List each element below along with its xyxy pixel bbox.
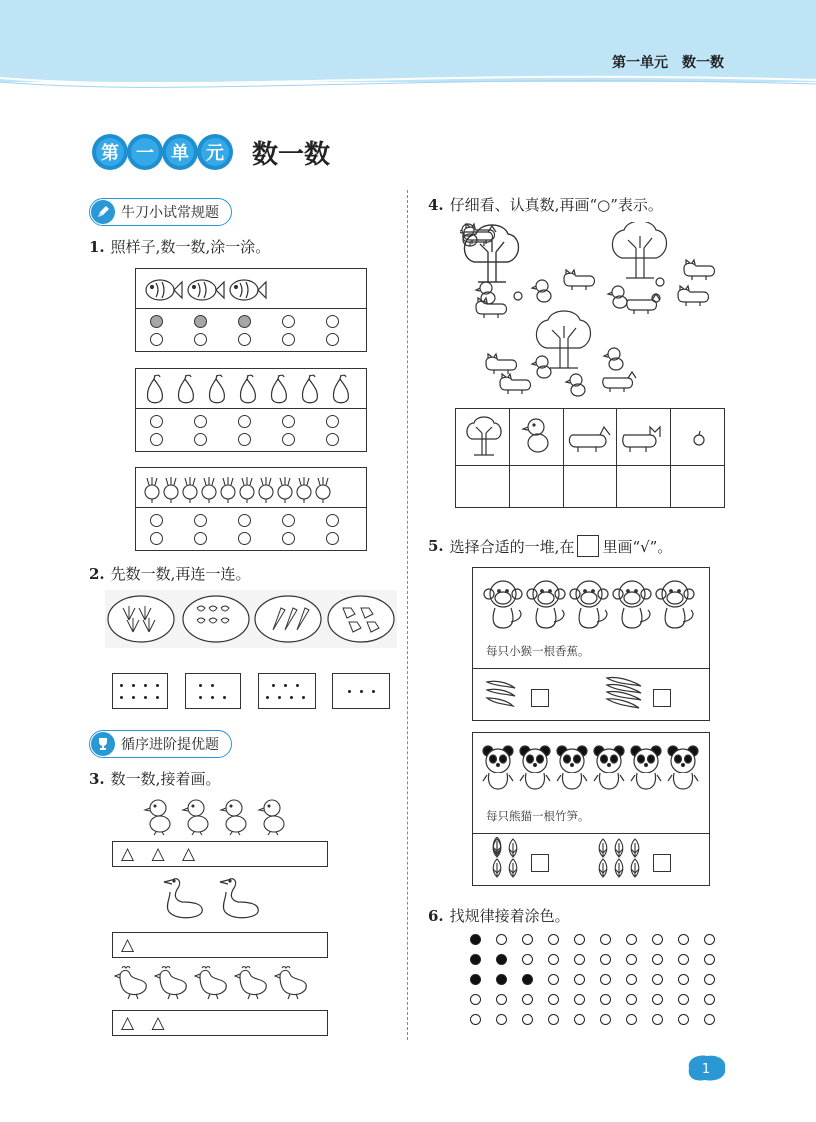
running-title: 第一单元 数一数 xyxy=(612,55,724,71)
circle[interactable] xyxy=(150,415,163,428)
pattern-circle xyxy=(574,934,585,945)
q4-scene xyxy=(460,222,730,404)
unit-badge xyxy=(90,130,240,174)
circle[interactable] xyxy=(150,433,163,446)
circle[interactable] xyxy=(194,514,207,527)
pattern-circle[interactable] xyxy=(704,994,715,1005)
q3-answer-row-1[interactable]: △ △ △ xyxy=(112,841,328,867)
q5-panda-checkbox-2[interactable] xyxy=(653,854,671,872)
dot-card-7[interactable] xyxy=(258,673,316,709)
circle[interactable] xyxy=(282,415,295,428)
q1-number: 1. xyxy=(89,238,105,256)
question-5 xyxy=(428,535,672,557)
circle[interactable] xyxy=(282,333,295,346)
pattern-circle xyxy=(522,954,533,965)
goose-icons xyxy=(160,872,270,924)
q5-number: 5. xyxy=(428,537,444,555)
dog-icon xyxy=(566,421,614,453)
circle[interactable] xyxy=(282,532,295,545)
pattern-circle[interactable] xyxy=(522,1014,533,1025)
pattern-circle xyxy=(652,934,663,945)
pattern-circle-filled xyxy=(470,954,481,965)
pattern-circle xyxy=(652,974,663,985)
q4-answer-table xyxy=(455,408,725,508)
page-number-badge xyxy=(683,1052,729,1084)
pattern-circle xyxy=(574,974,585,985)
pattern-circle xyxy=(548,954,559,965)
circle-filled xyxy=(194,315,207,328)
q2-text: 先数一数,再连一连。 xyxy=(110,565,251,583)
q5-panda-box xyxy=(472,732,710,886)
pattern-circle xyxy=(600,974,611,985)
section-tag-advanced xyxy=(89,730,232,758)
bird-icon xyxy=(520,417,554,457)
pattern-circle-filled xyxy=(496,954,507,965)
q5-panda-checkbox-1[interactable] xyxy=(531,854,549,872)
q1-text: 照样子,数一数,涂一涂。 xyxy=(110,238,271,256)
circle-filled xyxy=(150,315,163,328)
circle[interactable] xyxy=(326,333,339,346)
pattern-circle[interactable] xyxy=(626,994,637,1005)
pattern-circle xyxy=(704,974,715,985)
q2-number: 2. xyxy=(89,565,105,583)
radish-icons xyxy=(142,472,342,506)
dot-card-8[interactable] xyxy=(112,673,168,709)
circle[interactable] xyxy=(238,532,251,545)
section-tag-basic-label: 牛刀小试常规题 xyxy=(121,205,219,221)
q5-panda-hint: 每只熊猫一根竹笋。 xyxy=(486,809,590,823)
pear-icons xyxy=(142,373,362,407)
pattern-circle-filled xyxy=(470,974,481,985)
pattern-circle[interactable] xyxy=(574,994,585,1005)
circle[interactable] xyxy=(282,514,295,527)
pattern-circle[interactable] xyxy=(496,1014,507,1025)
q5-monkey-box xyxy=(472,567,710,721)
q5-monkey-checkbox-1[interactable] xyxy=(531,689,549,707)
q5-monkey-hint: 每只小猴一根香蕉。 xyxy=(486,644,590,658)
pattern-circle xyxy=(652,954,663,965)
pattern-circle xyxy=(626,934,637,945)
page-title: 数一数 xyxy=(252,140,331,170)
q3-answer-row-3[interactable]: △ △ xyxy=(112,1010,328,1036)
question-4 xyxy=(428,194,663,215)
page-number: 1 xyxy=(701,1062,711,1077)
q4-text: 仔细看、认真数,再画“○”表示。 xyxy=(449,196,663,214)
hen-icons xyxy=(112,962,322,1002)
pattern-circle[interactable] xyxy=(548,994,559,1005)
pattern-circle xyxy=(574,954,585,965)
fish-icons xyxy=(142,273,272,307)
bamboo-shoots-6-icon xyxy=(595,837,647,881)
pattern-circle xyxy=(704,934,715,945)
circle[interactable] xyxy=(282,315,295,328)
circle[interactable] xyxy=(238,433,251,446)
pattern-circle[interactable] xyxy=(652,994,663,1005)
circle[interactable] xyxy=(194,333,207,346)
circle[interactable] xyxy=(326,415,339,428)
circle[interactable] xyxy=(326,315,339,328)
circle[interactable] xyxy=(238,514,251,527)
pattern-circle[interactable] xyxy=(678,994,689,1005)
badge-char-4: 元 xyxy=(206,143,224,164)
bamboo-shoots-4-icon xyxy=(489,837,525,881)
pattern-circle xyxy=(548,974,559,985)
pattern-circle[interactable] xyxy=(470,994,481,1005)
question-1 xyxy=(89,236,270,257)
circle[interactable] xyxy=(150,333,163,346)
question-3 xyxy=(89,768,220,789)
dot-card-3[interactable] xyxy=(332,673,390,709)
circle[interactable] xyxy=(326,433,339,446)
pattern-circle[interactable] xyxy=(470,1014,481,1025)
circle-filled xyxy=(238,315,251,328)
circle[interactable] xyxy=(194,532,207,545)
q6-pattern-grid xyxy=(470,934,720,1026)
tree-icon xyxy=(464,415,504,459)
circle[interactable] xyxy=(282,433,295,446)
q5-text-after: 里画“√”。 xyxy=(602,537,673,556)
badge-char-3: 单 xyxy=(171,143,189,164)
q1-radish-box xyxy=(135,467,367,551)
question-2 xyxy=(89,563,250,584)
pen-icon xyxy=(91,200,115,224)
pattern-circle xyxy=(678,974,689,985)
banana-bunch-large-icon xyxy=(603,674,645,712)
circle[interactable] xyxy=(150,514,163,527)
section-tag-basic xyxy=(89,198,232,226)
pattern-circle xyxy=(626,954,637,965)
pattern-circle xyxy=(522,934,533,945)
circle[interactable] xyxy=(326,514,339,527)
pattern-circle[interactable] xyxy=(496,994,507,1005)
pattern-circle[interactable] xyxy=(626,1014,637,1025)
pattern-circle[interactable] xyxy=(600,994,611,1005)
pattern-circle[interactable] xyxy=(522,994,533,1005)
q3-number: 3. xyxy=(89,770,105,788)
pattern-circle[interactable] xyxy=(678,1014,689,1025)
badge-char-2: 一 xyxy=(136,143,154,164)
checkbox-sample xyxy=(577,535,599,557)
pattern-circle xyxy=(678,954,689,965)
panda-icons xyxy=(479,743,703,793)
cat-icon xyxy=(620,421,666,453)
pattern-circle xyxy=(678,934,689,945)
pattern-circle[interactable] xyxy=(548,1014,559,1025)
pattern-circle xyxy=(600,954,611,965)
q6-text: 找规律接着涂色。 xyxy=(449,907,570,925)
column-divider xyxy=(407,190,408,1040)
q4-number: 4. xyxy=(428,196,444,214)
trophy-icon xyxy=(91,732,115,756)
pattern-circle xyxy=(626,974,637,985)
circle[interactable] xyxy=(238,415,251,428)
circle[interactable] xyxy=(238,333,251,346)
circle[interactable] xyxy=(194,415,207,428)
pattern-circle-filled xyxy=(522,974,533,985)
pattern-circle-filled xyxy=(496,974,507,985)
monkey-icons xyxy=(481,578,701,632)
q3-answer-row-2[interactable]: △ xyxy=(112,932,328,958)
pattern-circle[interactable] xyxy=(652,1014,663,1025)
badge-char-1: 第 xyxy=(101,143,119,164)
pattern-circle xyxy=(600,934,611,945)
pattern-circle xyxy=(548,934,559,945)
dot-card-5[interactable] xyxy=(185,673,241,709)
q5-text-before: 选择合适的一堆,在 xyxy=(449,537,575,556)
pattern-circle[interactable] xyxy=(600,1014,611,1025)
q1-pear-box xyxy=(135,368,367,452)
pattern-circle[interactable] xyxy=(574,1014,585,1025)
pattern-circle xyxy=(496,934,507,945)
chick-icons xyxy=(140,796,320,836)
pattern-circle-filled xyxy=(470,934,481,945)
section-tag-advanced-label: 循序进阶提优题 xyxy=(121,737,219,753)
q2-groups xyxy=(105,590,397,648)
question-6 xyxy=(428,905,570,926)
circle[interactable] xyxy=(194,433,207,446)
q5-monkey-checkbox-2[interactable] xyxy=(653,689,671,707)
pattern-circle[interactable] xyxy=(704,1014,715,1025)
circle[interactable] xyxy=(150,532,163,545)
q1-fish-box xyxy=(135,268,367,352)
q6-number: 6. xyxy=(428,907,444,925)
q3-text: 数一数,接着画。 xyxy=(110,770,221,788)
apple-icon xyxy=(690,429,708,447)
pattern-circle xyxy=(704,954,715,965)
banana-bunch-small-icon xyxy=(483,676,519,710)
circle[interactable] xyxy=(326,532,339,545)
